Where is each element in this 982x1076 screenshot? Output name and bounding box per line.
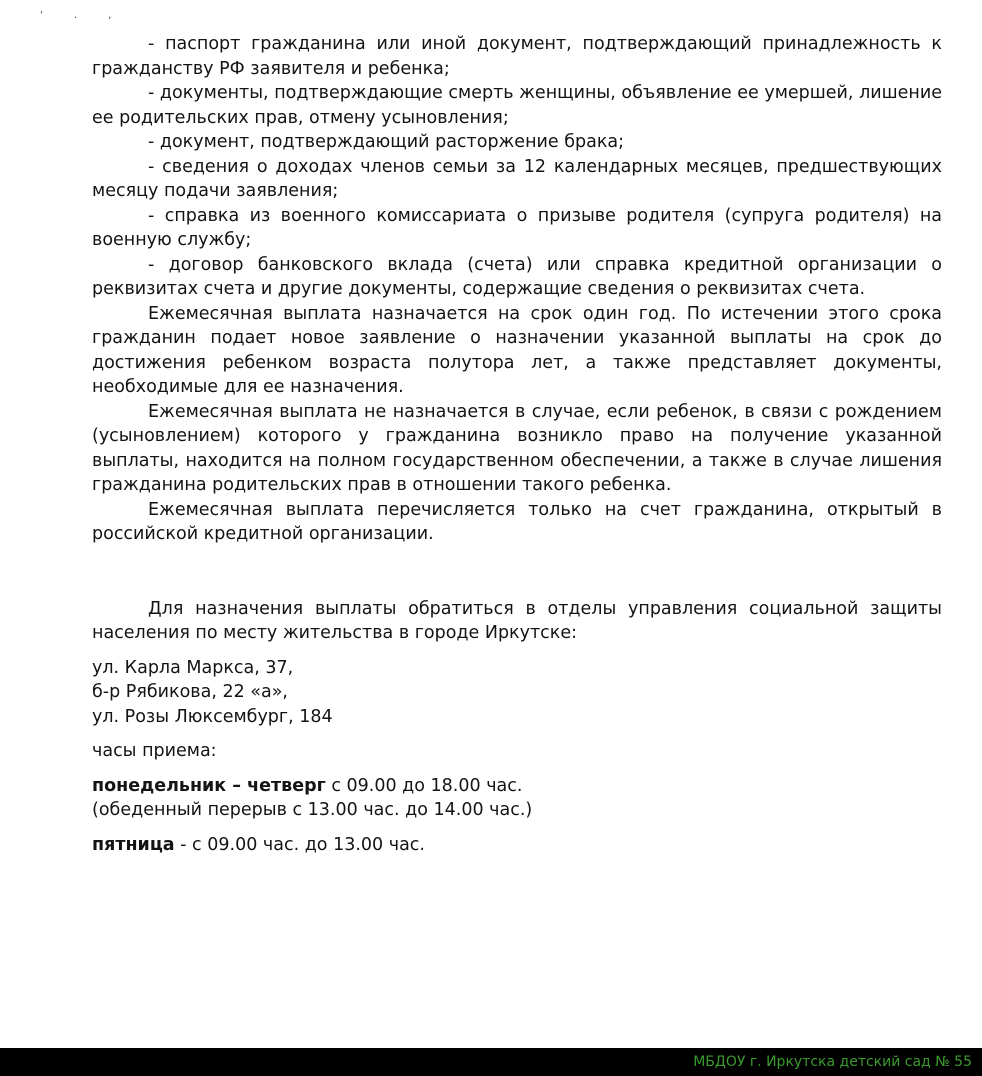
schedule-lunch-break: (обеденный перерыв с 13.00 час. до 14.00 час.) bbox=[92, 800, 533, 820]
paragraph-payment-transfer: Ежемесячная выплата перечисляется только на счет гражданина, открытый в российской кредитной организации. bbox=[92, 499, 942, 544]
document-body bbox=[92, 32, 942, 857]
paragraph-payment-term: Ежемесячная выплата назначается на срок один год. По истечении этого срока гражданин подает новое заявление о назначении указанной выплаты на срок до достижения ребенком возраста полутора лет, а также представляет документы, необходимые для ее назначения. bbox=[92, 303, 942, 397]
friday-label: пятница bbox=[92, 834, 175, 855]
scan-marks: ' . , bbox=[40, 10, 126, 21]
footer-watermark: МБДОУ г. Иркутска детский сад № 55 bbox=[693, 1054, 972, 1070]
contact-intro: Для назначения выплаты обратиться в отделы управления социальной защиты населения по месту жительства в городе Иркутске: bbox=[92, 598, 942, 643]
list-item-divorce-document: - документ, подтверждающий расторжение брака; bbox=[148, 132, 625, 152]
paragraph-payment-exclusion: Ежемесячная выплата не назначается в случае, если ребенок, в связи с рождением (усыновлением) которого у гражданина возникло право на получение указанной выплаты, находится на полном государственном обеспечении, а также в случае лишения гражданина родительских прав в отношении такого ребенка. bbox=[92, 401, 942, 495]
spacer bbox=[92, 646, 942, 656]
address-line: ул. Розы Люксембург, 184 bbox=[92, 706, 333, 727]
schedule-weekdays bbox=[92, 774, 942, 799]
weekdays-label: понедельник – четверг bbox=[92, 775, 326, 796]
section-gap bbox=[92, 547, 942, 597]
list-item-bank-account: - договор банковского вклада (счета) или справка кредитной организации о реквизитах счета и другие документы, содержащие сведения о реквизитах счета. bbox=[92, 254, 942, 299]
friday-hours: - с 09.00 час. до 13.00 час. bbox=[174, 834, 425, 855]
list-item-passport: - паспорт гражданина или иной документ, подтверждающий принадлежность к гражданству РФ заявителя и ребенка; bbox=[92, 34, 942, 79]
address-line: б-р Рябикова, 22 «а», bbox=[92, 682, 288, 702]
list-item-military-certificate: - справка из военного комиссариата о призыве родителя (супруга родителя) на военную службу; bbox=[92, 205, 942, 250]
weekdays-hours: с 09.00 до 18.00 час. bbox=[325, 775, 523, 796]
spacer bbox=[92, 729, 942, 739]
list-item-death-documents: - документы, подтверждающие смерть женщины, объявление ее умершей, лишение ее родительских прав, отмену усыновления; bbox=[92, 83, 942, 128]
list-item-income-info: - сведения о доходах членов семьи за 12 календарных месяцев, предшествующих месяцу подачи заявления; bbox=[92, 156, 942, 201]
address-line: ул. Карла Маркса, 37, bbox=[92, 657, 294, 678]
spacer bbox=[92, 764, 942, 774]
schedule-friday bbox=[92, 833, 942, 858]
spacer bbox=[92, 823, 942, 833]
hours-label: часы приема: bbox=[92, 741, 217, 761]
